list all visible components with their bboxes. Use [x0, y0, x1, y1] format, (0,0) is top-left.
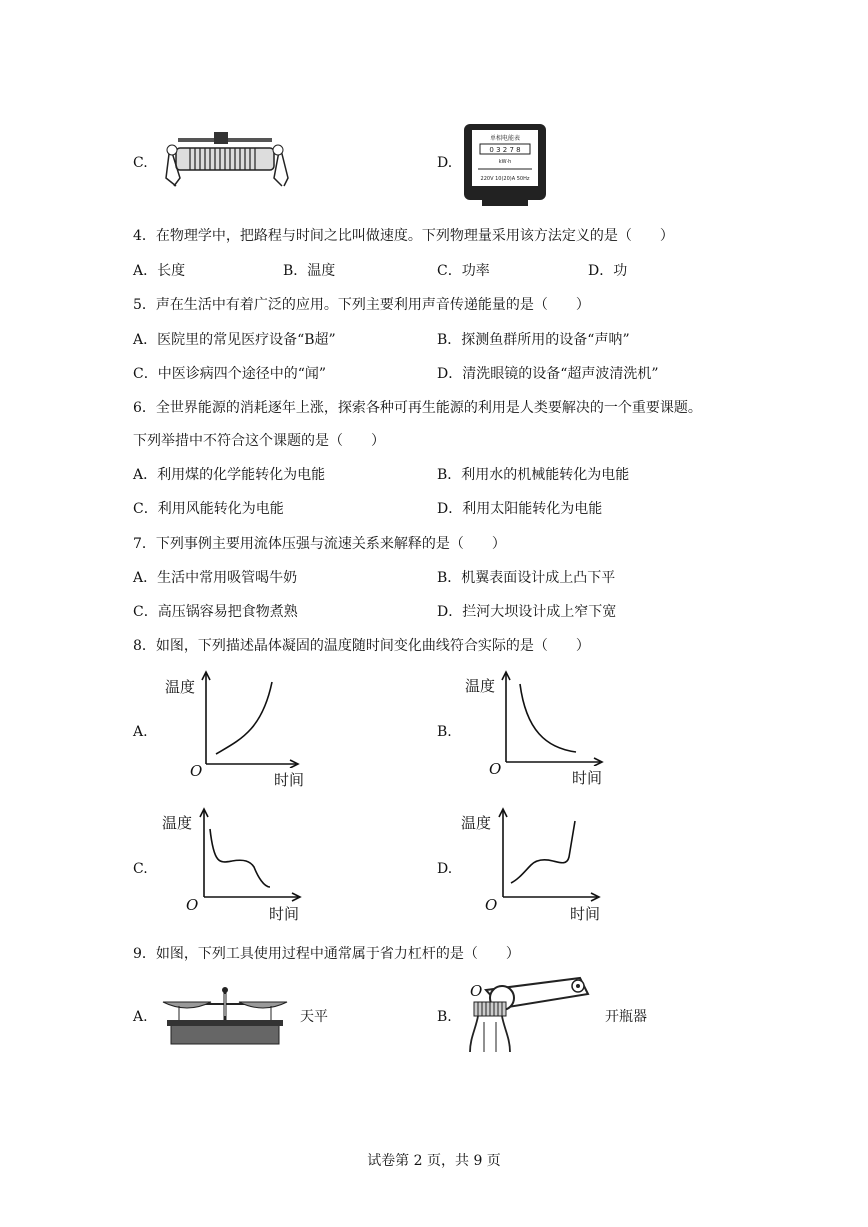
q8-graph-d-origin: O	[485, 896, 498, 914]
q4-option-a: A．长度	[133, 263, 186, 279]
q8-graph-a-ylabel: 温度	[165, 678, 196, 696]
q5-stem: 5．声在生活中有着广泛的应用。下列主要利用声音传递能量的是（ ）	[133, 297, 590, 313]
q8-graph-c-xlabel: 时间	[269, 905, 300, 923]
q7-option-b: B．机翼表面设计成上凸下平	[437, 570, 616, 586]
q8-graph-d-ylabel: 温度	[461, 814, 492, 832]
q5-option-b: B．探测鱼群所用的设备“声呐”	[437, 332, 630, 348]
q7-stem: 7．下列事例主要用流体压强与流速关系来解释的是（ ）	[133, 536, 506, 552]
q8-graph-c-ylabel: 温度	[162, 814, 193, 832]
q7-option-d: D．拦河大坝设计成上窄下宽	[437, 604, 617, 620]
q8-option-c-label: C.	[133, 861, 148, 877]
q4-option-d: D．功	[588, 263, 628, 279]
q8-graph-b	[500, 668, 604, 766]
q7-option-c: C．高压锅容易把食物煮熟	[133, 604, 298, 620]
balance-scale-illustration	[157, 980, 293, 1048]
q4-option-c: C．功率	[437, 263, 490, 279]
meter-unit: kW·h	[498, 159, 512, 165]
q4-option-b: B．温度	[283, 263, 336, 279]
meter-reading: 0 3 2 7 8	[489, 146, 521, 154]
q8-option-d-label: D.	[437, 861, 453, 877]
q8-option-a-label: A.	[133, 724, 148, 740]
q8-graph-b-ylabel: 温度	[465, 677, 496, 695]
q4-stem: 4．在物理学中，把路程与时间之比叫做速度。下列物理量采用该方法定义的是（ ）	[133, 228, 674, 244]
q6-option-a: A．利用煤的化学能转化为电能	[133, 467, 326, 483]
rheostat-illustration	[162, 128, 292, 190]
q8-option-b-label: B.	[437, 724, 452, 740]
q6-stem-line2: 下列举措中不符合这个课题的是（ ）	[133, 433, 385, 449]
q8-graph-d-curve	[511, 821, 575, 883]
q8-stem: 8．如图，下列描述晶体凝固的温度随时间变化曲线符合实际的是（ ）	[133, 638, 590, 654]
q9-option-b-caption: 开瓶器	[605, 1009, 647, 1025]
q8-graph-b-curve	[520, 684, 576, 752]
q8-graph-d	[497, 805, 601, 903]
q9-option-a-label: A.	[133, 1009, 148, 1025]
q6-option-d: D．利用太阳能转化为电能	[437, 501, 603, 517]
energy-meter-illustration	[462, 122, 548, 208]
q9-option-a-caption: 天平	[300, 1009, 328, 1025]
q9-bottle-opener-pivot-label: O	[470, 982, 483, 1000]
q8-graph-a-curve	[216, 682, 272, 754]
meter-title: 单相电能表	[489, 135, 521, 142]
page-footer: 试卷第 2 页，共 9 页	[367, 1153, 501, 1169]
q8-graph-c-curve	[210, 829, 270, 887]
q8-graph-c	[198, 805, 302, 903]
q3-option-d-label: D.	[437, 155, 453, 171]
bottle-opener-illustration	[462, 972, 598, 1054]
q3-option-c-label: C.	[133, 155, 148, 171]
q8-graph-b-xlabel: 时间	[572, 769, 603, 787]
q5-option-c: C．中医诊病四个途径中的“闻”	[133, 366, 327, 382]
q6-option-b: B．利用水的机械能转化为电能	[437, 467, 630, 483]
q6-stem-line1: 6．全世界能源的消耗逐年上涨，探索各种可再生能源的利用是人类要解决的一个重要课题。	[133, 400, 702, 416]
q5-option-a: A．医院里的常见医疗设备“B超”	[133, 332, 336, 348]
q8-graph-a	[200, 668, 300, 768]
q8-graph-b-origin: O	[489, 760, 502, 778]
q8-graph-a-xlabel: 时间	[274, 771, 305, 789]
q9-stem: 9．如图，下列工具使用过程中通常属于省力杠杆的是（ ）	[133, 946, 520, 962]
q9-option-b-label: B.	[437, 1009, 452, 1025]
q8-graph-c-origin: O	[186, 896, 199, 914]
q8-graph-a-origin: O	[190, 762, 203, 780]
q5-option-d: D．清洗眼镜的设备“超声波清洗机”	[437, 366, 659, 382]
q8-graph-d-xlabel: 时间	[570, 905, 601, 923]
meter-rating: 220V 10(20)A 50Hz	[480, 176, 530, 182]
q7-option-a: A．生活中常用吸管喝牛奶	[133, 570, 298, 586]
q6-option-c: C．利用风能转化为电能	[133, 501, 284, 517]
